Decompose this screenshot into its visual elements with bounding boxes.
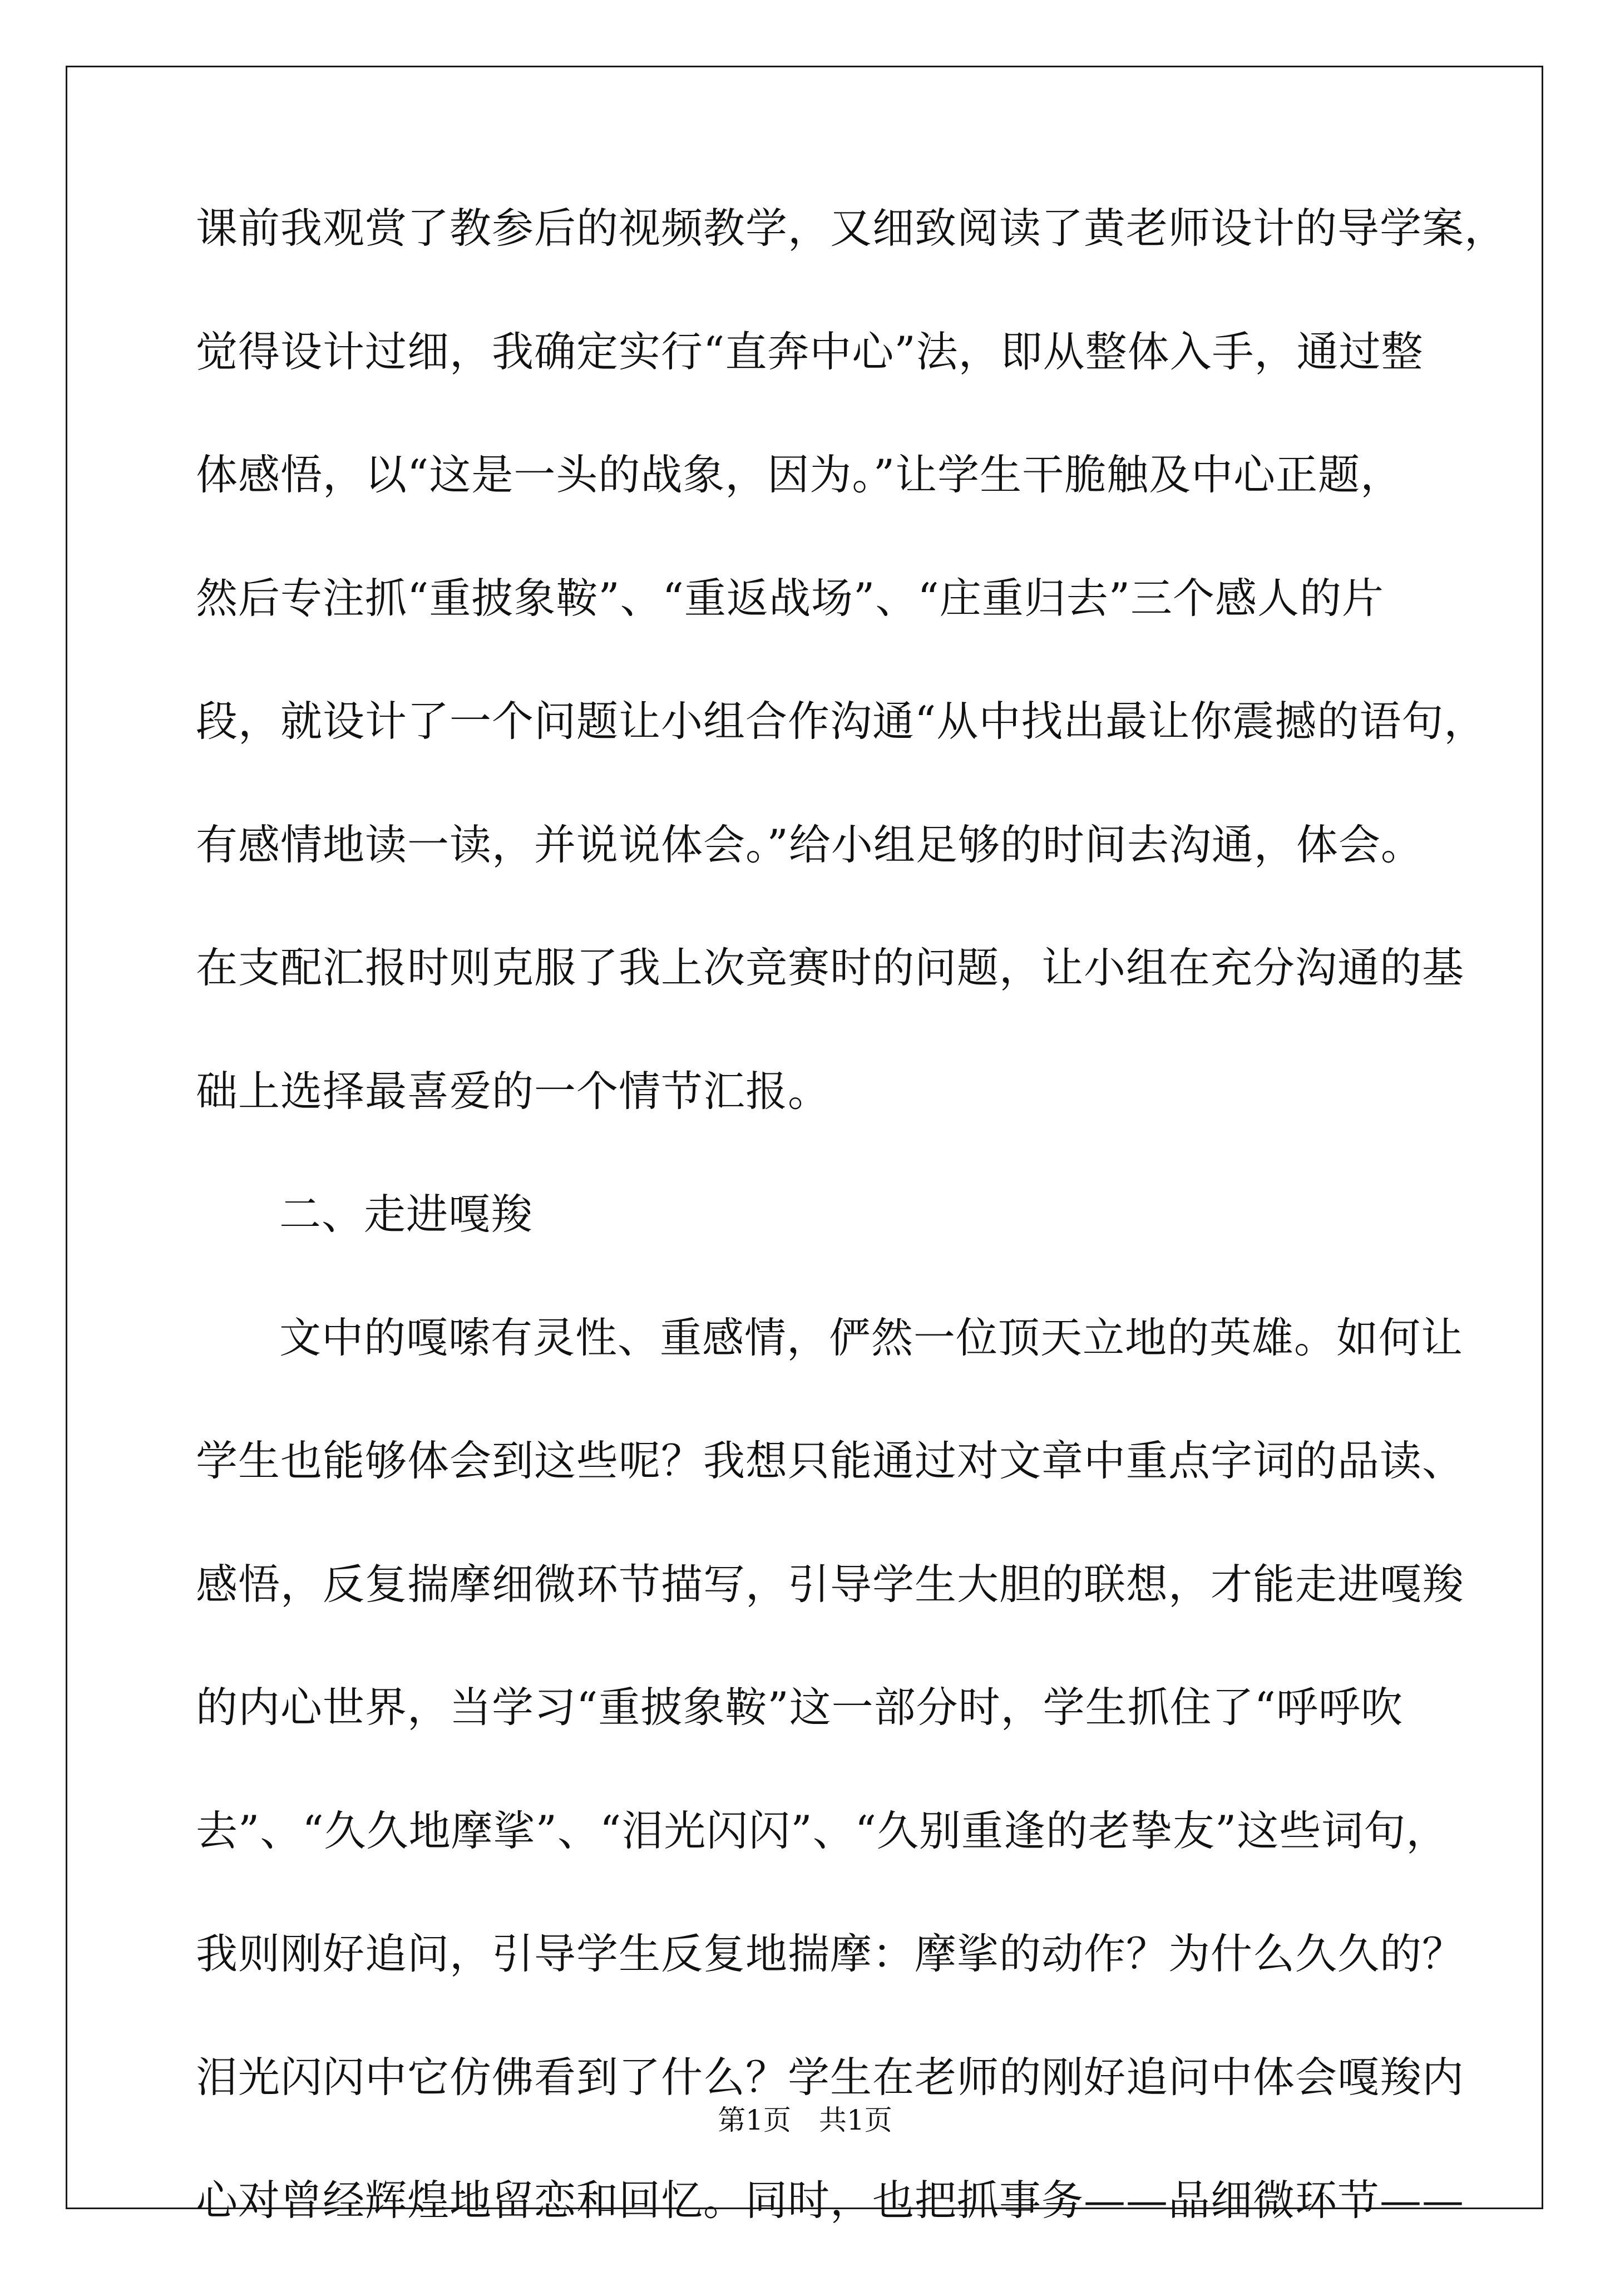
text-line: 课前我观赏了教参后的视频教学，又细致阅读了黄老师设计的导学案， (196, 204, 1507, 253)
text-line: 然后专注抓“重披象鞍”、“重返战场”、“庄重归去”三个感人的片 (196, 573, 1385, 623)
text-line: 觉得设计过细，我确定实行“直奔中心”法，即从整体入手，通过整 (196, 327, 1424, 376)
text-line: 的内心世界，当学习“重披象鞍”这一部分时，学生抓住了“呼呼吹 (196, 1683, 1404, 1732)
text-line: 心对曾经辉煌地留恋和回忆。同时，也把抓事务——品细微环节—— (196, 2176, 1465, 2225)
text-line: 础上选择最喜爱的一个情节汇报。 (196, 1066, 831, 1116)
text-line: 文中的嘎嗦有灵性、重感情，俨然一位顶天立地的英雄。如何让 (279, 1313, 1464, 1362)
document-body (196, 200, 1507, 2296)
text-line: 段，就设计了一个问题让小组合作沟通“从中找出最让你震撼的语句， (196, 697, 1486, 746)
text-line: 二、走进嘎羧 (279, 1190, 534, 1239)
page-footer: 第1页 共1页 (718, 2104, 892, 2136)
text-line: 有感情地读一读，并说说体会。”给小组足够的时间去沟通，体会。 (196, 820, 1423, 869)
text-line: 感悟，反复揣摩细微环节描写，引导学生大胆的联想，才能走进嘎羧 (196, 1559, 1465, 1609)
text-line: 泪光闪闪中它仿佛看到了什么？学生在老师的刚好追问中体会嘎羧内 (196, 2052, 1465, 2102)
text-line: 在支配汇报时则克服了我上次竞赛时的问题，让小组在充分沟通的基 (196, 943, 1465, 992)
text-line: 我则刚好追问，引导学生反复地揣摩：摩挲的动作？为什么久久的？ (196, 1929, 1465, 1978)
text-line: 学生也能够体会到这些呢？我想只能通过对文章中重点字词的品读、 (196, 1436, 1465, 1485)
text-line: 去”、“久久地摩挲”、“泪光闪闪”、“久别重逢的老挚友”这些词句， (196, 1806, 1449, 1855)
text-line: 体感悟，以“这是一头的战象，因为。”让学生干脆触及中心正题， (196, 450, 1403, 499)
